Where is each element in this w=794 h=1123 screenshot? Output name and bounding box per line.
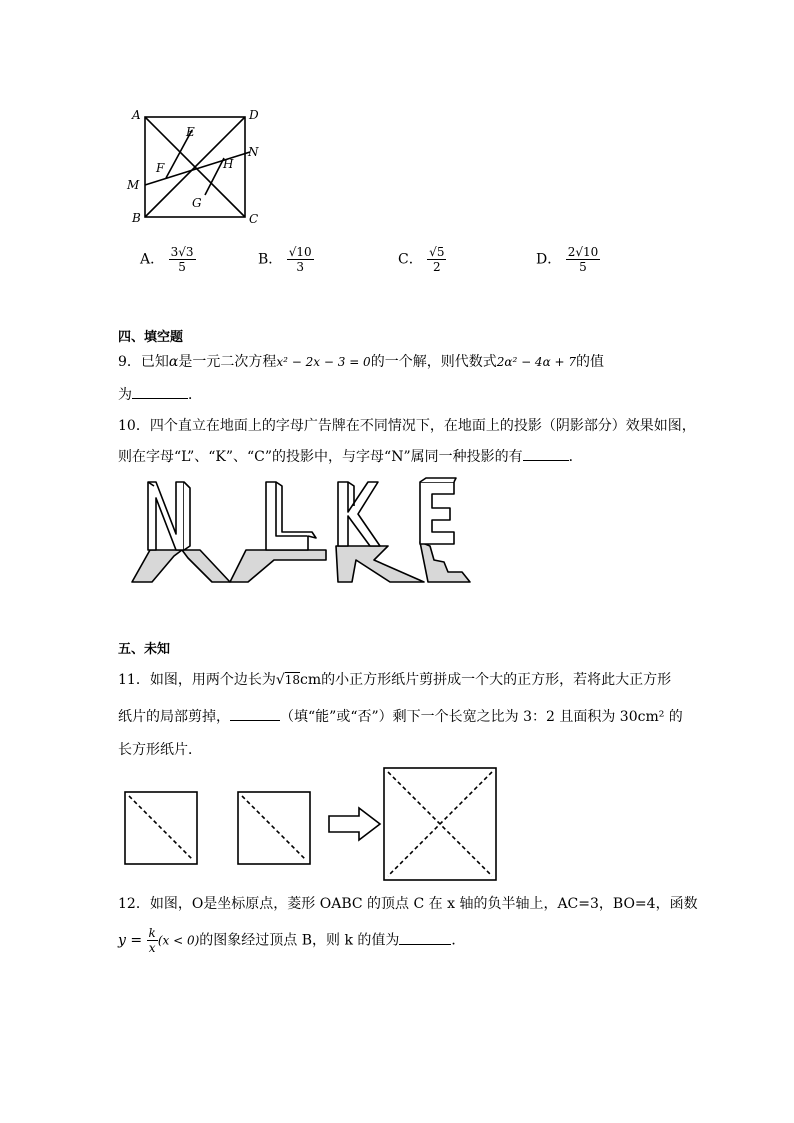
question-12-line-1: 12．如图，O是坐标原点，菱形 OABC 的顶点 C 在 x 轴的负半轴上，AC=3，BO=4，函数 [118, 896, 698, 912]
label-g: G [192, 196, 202, 210]
option-a[interactable]: A． $\frac{3√3}{5}$ [140, 245, 194, 274]
label-c: C [249, 212, 259, 226]
question-9-line-2: 为 ． [118, 384, 202, 405]
option-a-fraction: $\frac{3√3}{5}$ [170, 245, 194, 274]
squares-figure [118, 762, 508, 888]
question-11-line-1: 11．如图，用两个边长为√18cm的小正方形纸片剪拼成一个大的正方形，若将此大正方形 [118, 672, 672, 688]
section-5-title: 五、未知 [118, 642, 171, 657]
letter-shadows-figure [126, 476, 482, 590]
label-f: F [156, 161, 165, 175]
answer-blank-10[interactable] [523, 446, 569, 461]
answer-blank-9[interactable] [132, 384, 188, 399]
question-11-line-2: 纸片的局部剪掉， （填“能”或“否”）剩下一个长宽之比为 3：2 且面积为 30cm² 的 [118, 706, 683, 727]
letter-n [148, 482, 184, 550]
label-e: E [186, 125, 195, 139]
option-c-fraction: $\frac{√5}{2}$ [429, 245, 445, 274]
geometry-figure [120, 100, 280, 232]
question-10-line-1: 10．四个直立在地面上的字母广告牌在不同情况下，在地面上的投影（阴影部分）效果如图， [118, 418, 696, 434]
label-h: H [223, 157, 234, 171]
option-d-fraction: $\frac{2√10}{5}$ [567, 245, 599, 274]
label-m: M [127, 178, 140, 192]
question-11-line-3: 长方形纸片． [118, 742, 202, 758]
answer-blank-12[interactable] [399, 930, 451, 945]
label-b: B [132, 211, 141, 225]
question-12-line-2: y = $\frac{k}{x}$ (x < 0)的图象经过顶点 B，则 k 的值为 ． [118, 926, 466, 955]
label-d: D [249, 108, 259, 122]
function-fraction: $\frac{k}{x}$ [148, 926, 156, 955]
question-10-line-2: 则在字母“L”、“K”、“C”的投影中，与字母“N”属同一种投影的有 ． [118, 446, 583, 467]
letter-l-shadow [230, 550, 326, 582]
option-c[interactable]: C． $\frac{√5}{2}$ [398, 245, 445, 274]
letter-e [420, 482, 454, 544]
letter-k-shadow [336, 546, 424, 582]
section-4-title: 四、填空题 [118, 330, 184, 345]
option-b-fraction: $\frac{√10}{3}$ [288, 245, 312, 274]
letter-k [338, 482, 380, 546]
letter-n-shadow [132, 550, 182, 582]
letter-e-shadow [420, 542, 470, 582]
option-b[interactable]: B． $\frac{√10}{3}$ [258, 245, 312, 274]
arrow-icon [329, 808, 380, 840]
sqrt-symbol: √ [275, 672, 285, 688]
option-d[interactable]: D． $\frac{2√10}{5}$ [536, 245, 599, 274]
answer-blank-11[interactable] [230, 706, 280, 721]
label-n: N [248, 145, 259, 159]
label-a: A [132, 108, 141, 122]
question-9-line-1: 9．已知α是一元二次方程x² − 2x − 3 = 0的一个解，则代数式2α² − 4α + 7的值 [118, 354, 604, 370]
